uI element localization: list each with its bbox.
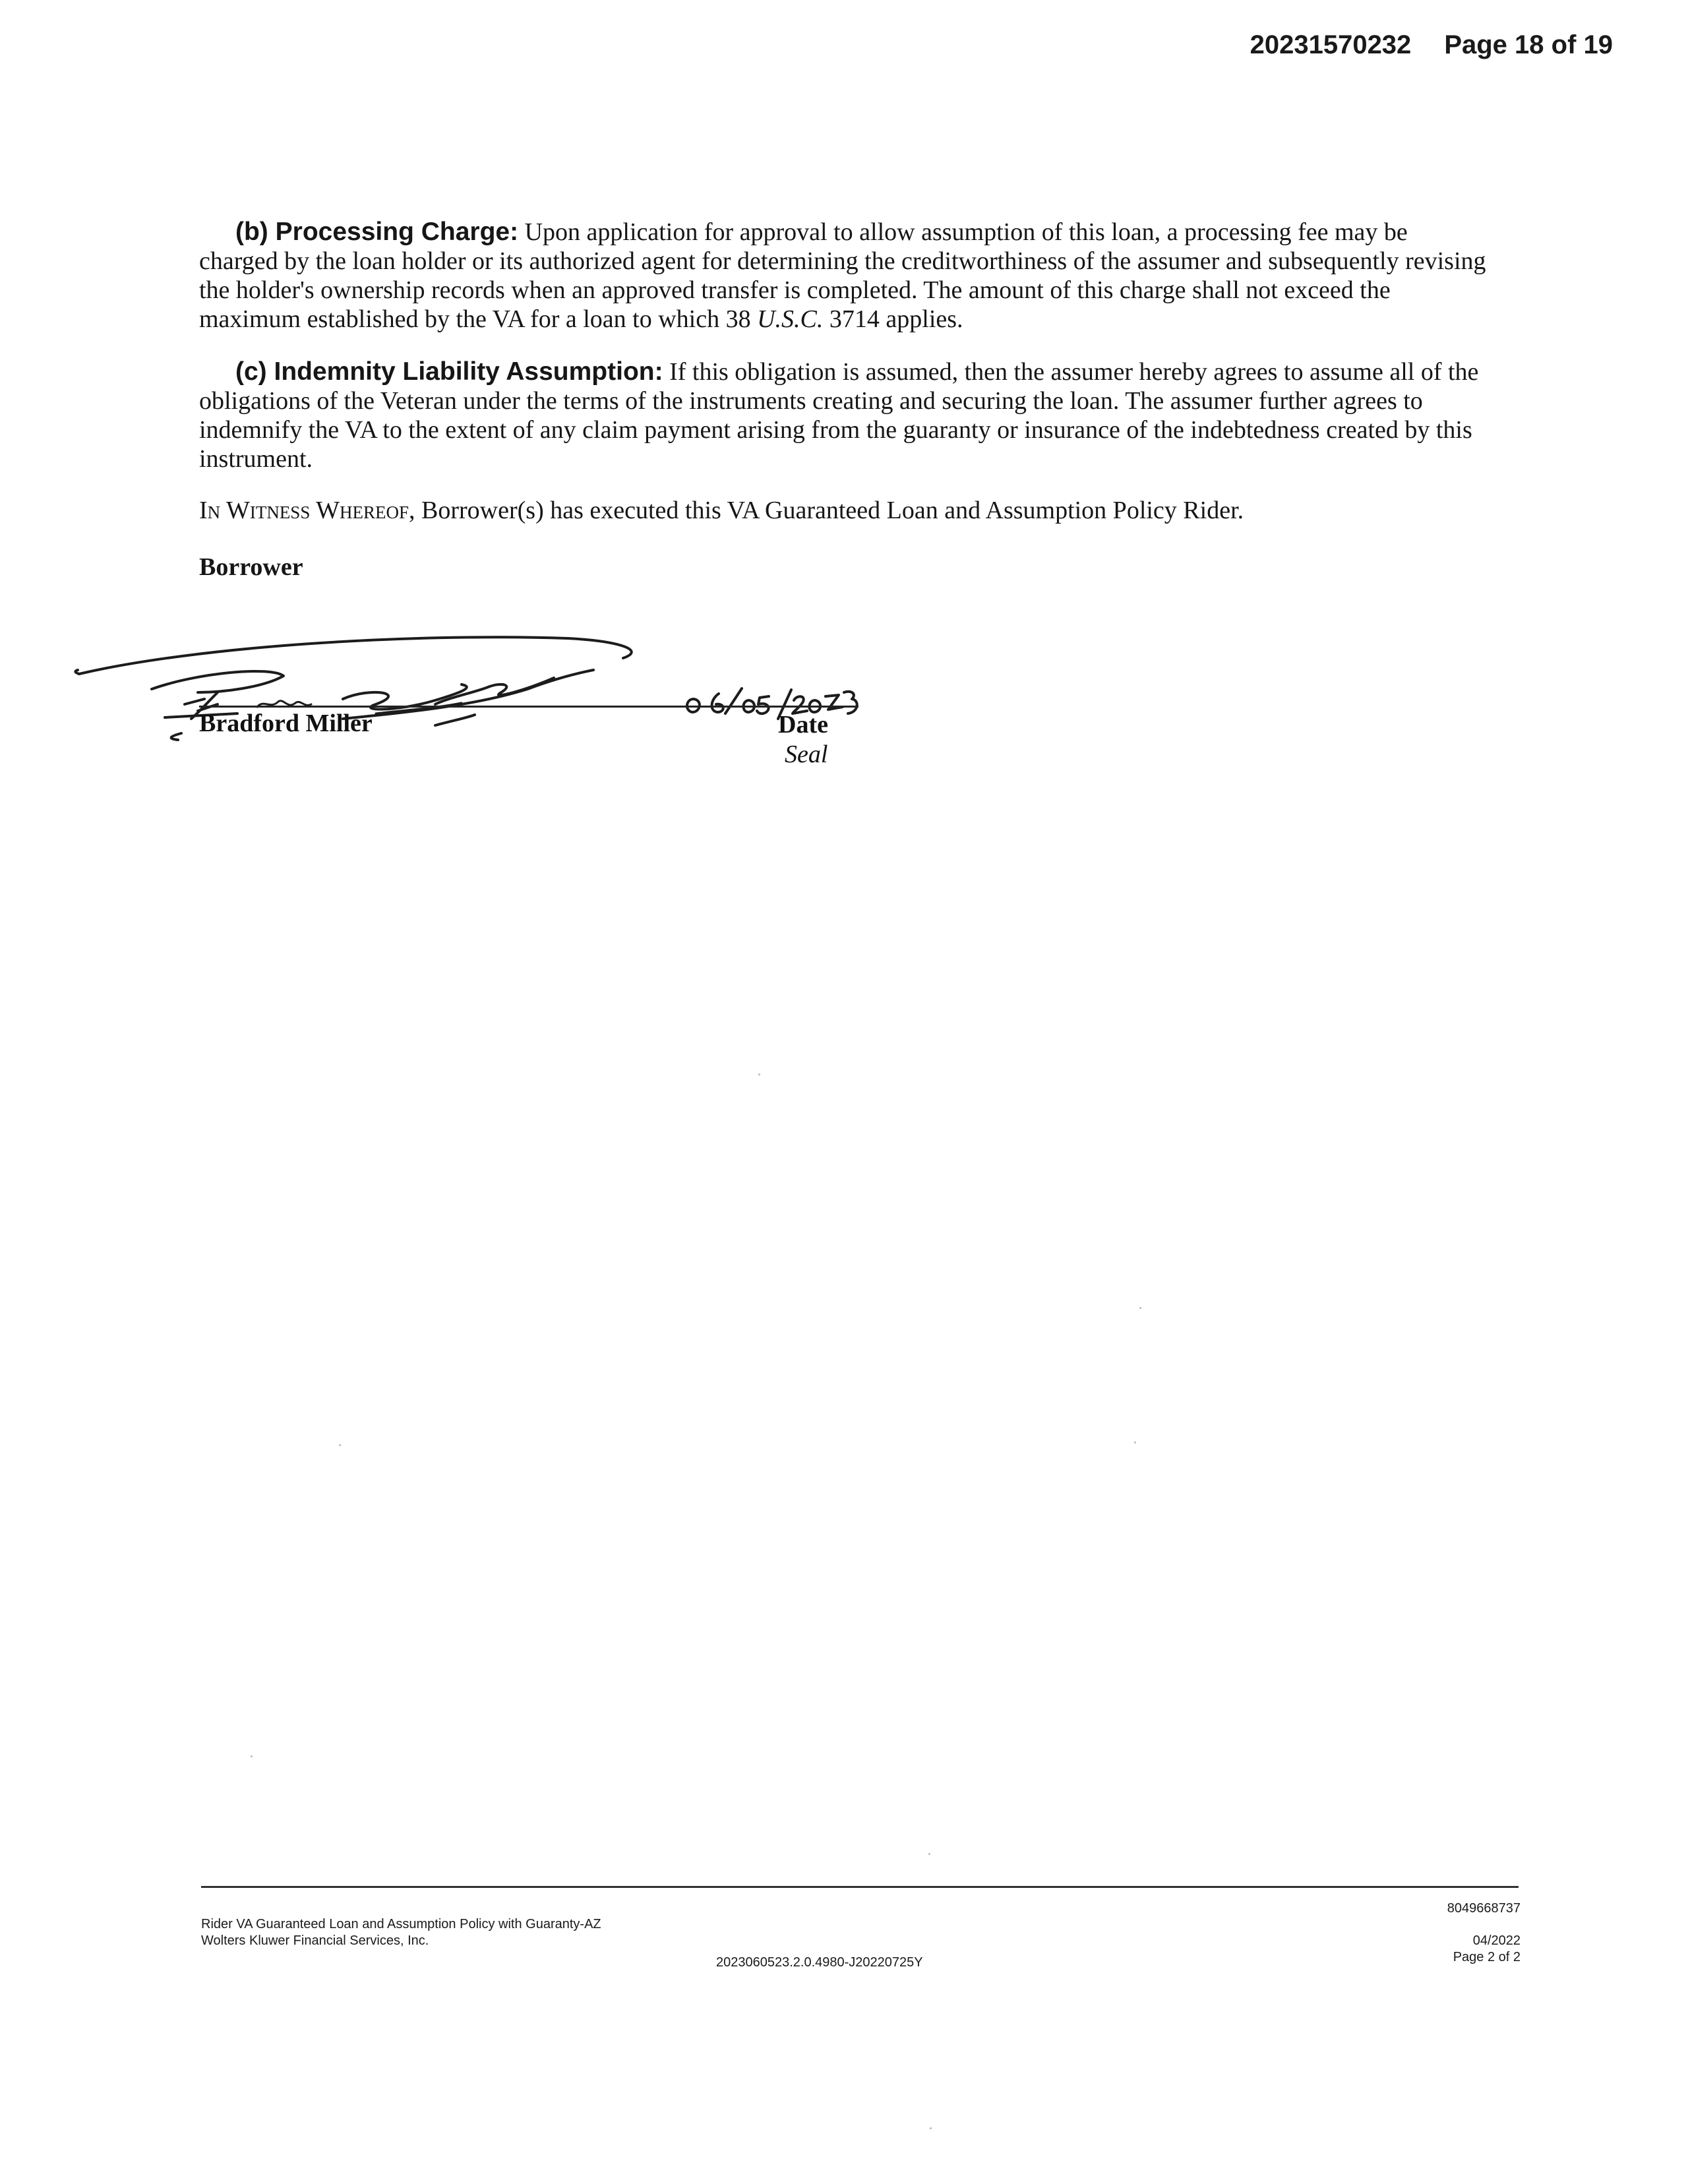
footer-right <box>1447 1900 1521 1966</box>
borrower-heading: Borrower <box>199 553 303 581</box>
footer-page: Page 2 of 2 <box>1453 1950 1521 1964</box>
scan-speck <box>339 1444 341 1446</box>
clause-text: If this obligation is assumed, then the assumer hereby agrees to assume all of the obligations of the Veteran under the terms of the instruments creating and securing the loan. The assumer further agrees to indemnify the VA to the extent of any claim payment arising from the guaranty or insurance of the indebtedness created by this instrument. <box>199 358 1479 473</box>
clause-heading: (b) Processing Charge: <box>235 218 519 246</box>
witness-lead: In Witness Whereof <box>199 497 409 524</box>
clause-text: Upon application for approval to allow assumption of this loan, a processing fee may be charged by the loan holder or its authorized agent for determining the creditworthiness of the assumer and subsequently revising the holder's ownership records when an approved transfer is completed. The amount of this charge shall not exceed the maximum established by the VA for a loan to which 38 <box>199 218 1486 333</box>
clause-processing-charge <box>199 218 1492 334</box>
footer-left <box>201 1916 601 1949</box>
document-code: 2023060523.2.0.4980-J20220725Y <box>716 1955 923 1970</box>
clause-indemnity-liability <box>199 357 1492 473</box>
scan-speck <box>1139 1307 1141 1309</box>
loan-number: 8049668737 <box>1447 1901 1521 1916</box>
witness-text: , Borrower(s) has executed this VA Guaranteed Loan and Assumption Policy Rider. <box>409 497 1244 524</box>
revision-date: 04/2022 <box>1472 1933 1521 1948</box>
publisher: Wolters Kluwer Financial Services, Inc. <box>201 1933 429 1948</box>
signer-name: Bradford Miller <box>199 710 373 737</box>
handwritten-signature <box>66 626 890 745</box>
signature-line <box>199 706 859 708</box>
clause-text-end: 3714 applies. <box>823 305 963 333</box>
scan-speck <box>930 2127 932 2129</box>
witness-statement <box>199 496 1492 525</box>
date-label: Date <box>778 711 828 739</box>
statute-reference: U.S.C. <box>757 305 824 333</box>
footer-rule <box>201 1886 1519 1888</box>
clause-heading: (c) Indemnity Liability Assumption: <box>235 357 663 386</box>
scan-speck <box>758 1074 760 1076</box>
scan-speck <box>928 1853 930 1855</box>
page-header <box>1250 30 1613 60</box>
scan-speck <box>251 1755 253 1757</box>
scan-speck <box>1134 1441 1136 1443</box>
form-title: Rider VA Guaranteed Loan and Assumption Policy with Guaranty-AZ <box>201 1917 601 1931</box>
page-indicator: Page 18 of 19 <box>1444 30 1613 59</box>
seal-label: Seal <box>785 741 828 768</box>
document-number: 20231570232 <box>1250 30 1412 59</box>
